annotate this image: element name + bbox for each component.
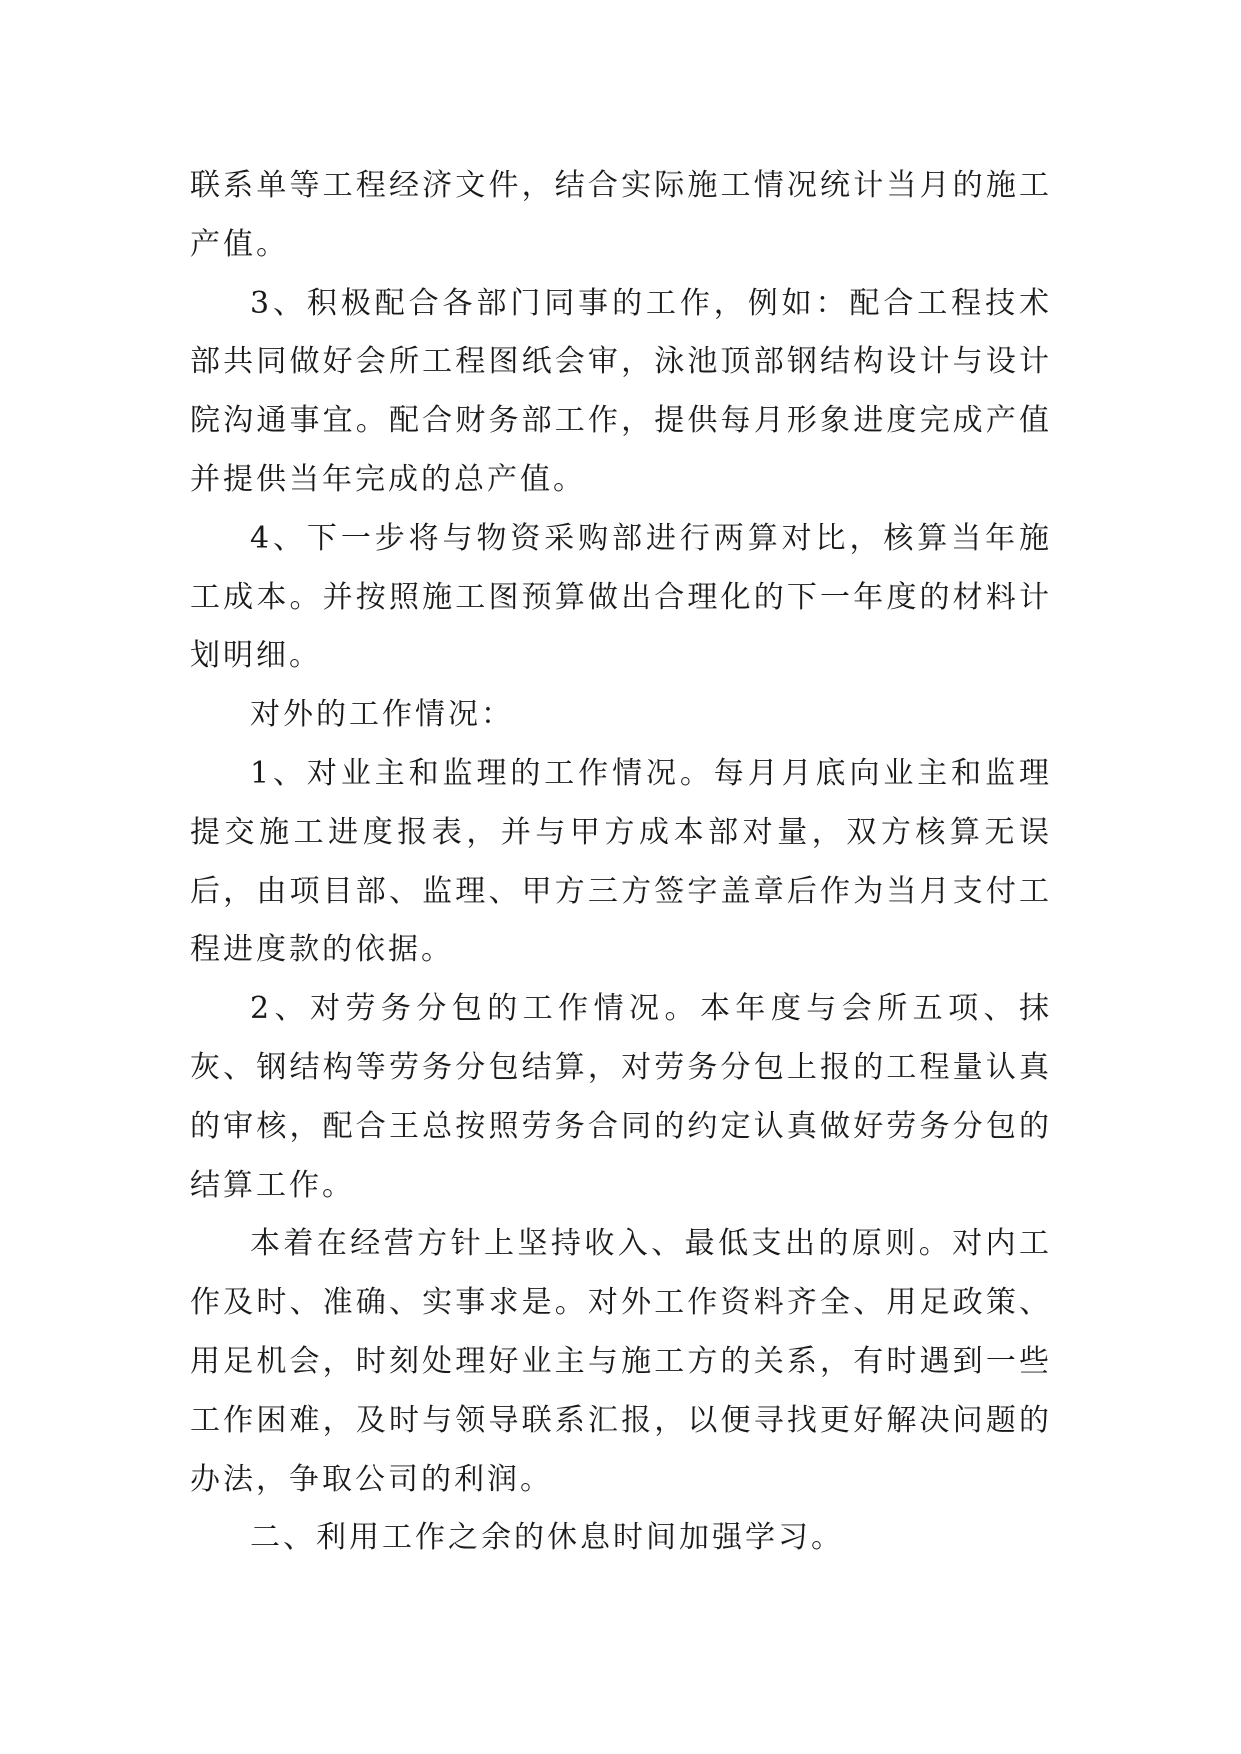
section-heading-study: 二、利用工作之余的休息时间加强学习。 xyxy=(250,1520,844,1556)
paragraph-external-item-2: 2、对劳务分包的工作情况。本年度与会所五项、抹灰、钢结构等劳务分包结算，对劳务分包上报的工程量认真的审核，配合王总按照劳务合同的约定认真做好劳务分包的结算工作。 xyxy=(190,991,1052,1203)
paragraph-item-3: 3、积极配合各部门同事的工作，例如：配合工程技术部共同做好会所工程图纸会审，泳池顶部钢结构设计与设计院沟通事宜。配合财务部工作，提供每月形象进度完成产值并提供当年完成的总产值。 xyxy=(190,285,1052,497)
paragraph-principle: 本着在经营方针上坚持收入、最低支出的原则。对内工作及时、准确、实事求是。对外工作资料齐全、用足政策、用足机会，时刻处理好业主与施工方的关系，有时遇到一些工作困难，及时与领导联系汇报，以便寻找更好解决问题的办法，争取公司的利润。 xyxy=(190,1226,1052,1497)
document-body xyxy=(190,157,1052,1568)
paragraph-continuation: 联系单等工程经济文件，结合实际施工情况统计当月的施工产值。 xyxy=(190,168,1052,262)
paragraph-external-item-1: 1、对业主和监理的工作情况。每月月底向业主和监理提交施工进度报表，并与甲方成本部对量，双方核算无误后，由项目部、监理、甲方三方签字盖章后作为当月支付工程进度款的依据。 xyxy=(190,755,1052,968)
section-heading-external-work: 对外的工作情况： xyxy=(250,697,514,733)
paragraph-item-4: 4、下一步将与物资采购部进行两算对比，核算当年施工成本。并按照施工图预算做出合理化的下一年度的材料计划明细。 xyxy=(190,520,1052,674)
